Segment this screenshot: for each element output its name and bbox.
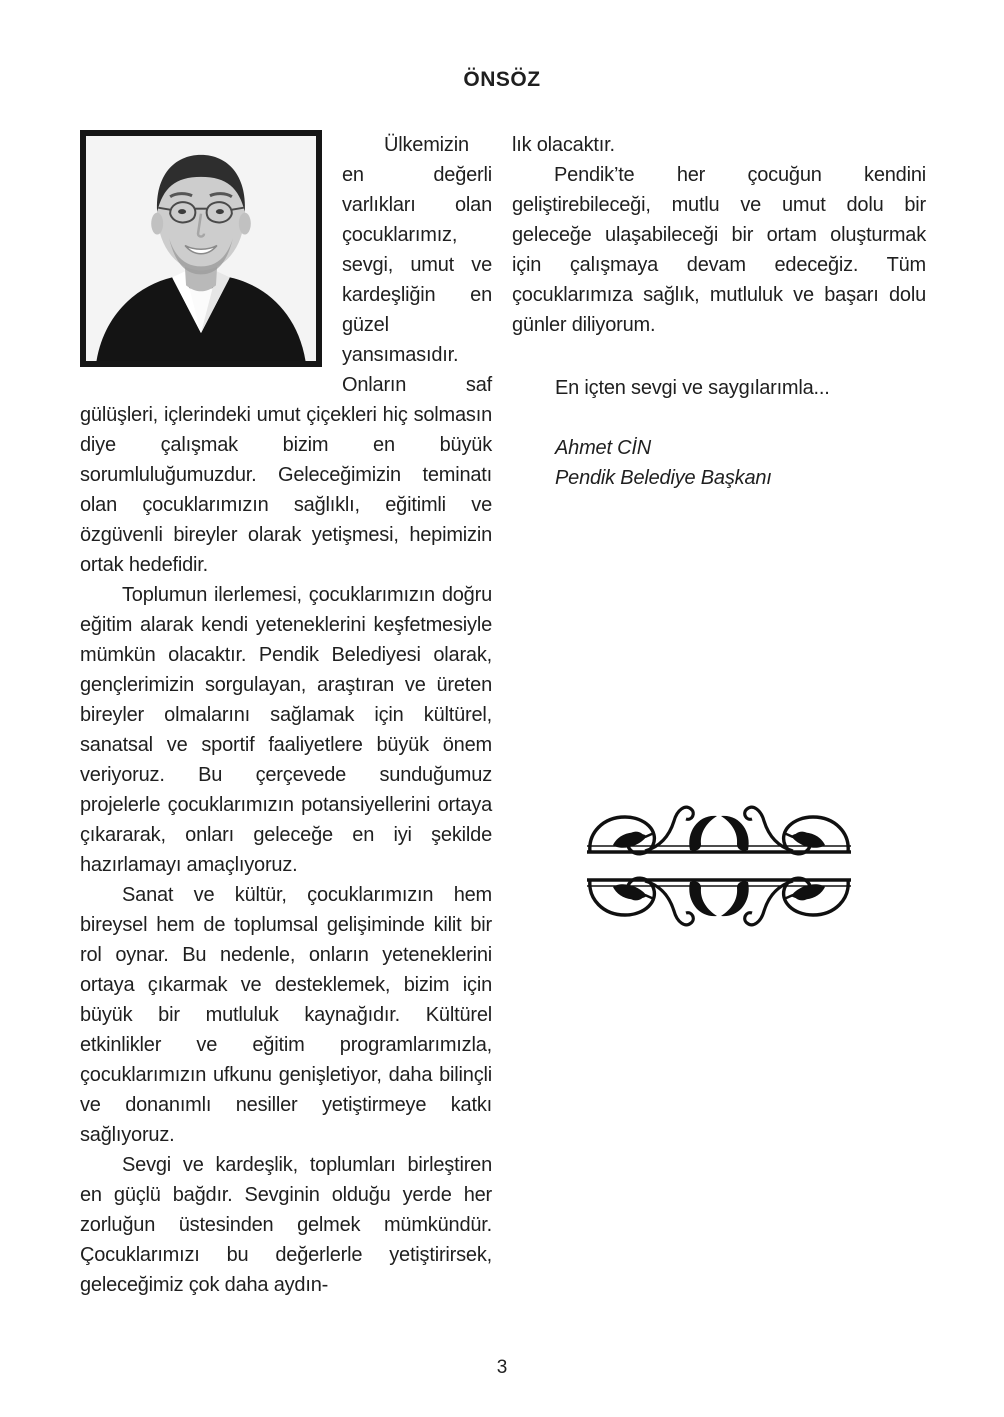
signature-block — [512, 433, 926, 493]
body-paragraph-2: Toplumun ilerlemesi, çocuklarımızın doğru eğitim alarak kendi yeteneklerini keşfetmesiyle mümkün olacaktır. Pendik Belediyesi olarak, gençlerimizin sorgulayan, araştıran ve üreten bireyler olmalarını sağlamak için kültürel, sanatsal ve sportif faaliyetlere büyük önem veriyoruz. Bu çerçevede sunduğumuz projelerle çocuklarımızın potansiyellerini ortaya çıkararak, onları geleceğe en iyi şekilde hazırlamayı amaçlıyoruz. — [80, 584, 492, 876]
body-paragraph-3: Sanat ve kültür, çocuklarımızın hem bireysel hem de toplumsal gelişiminde kilit bir rol oynar. Bu nedenle, onların yeteneklerini ortaya çıkarmak ve desteklemek, bizim için büyük bir mutluluk kaynağıdır. Kültürel etkinlikler ve eğitim programlarımızla, çocuklarımızın ufkunu genişletiyor, daha bilinçli ve donanımlı nesiller yetiştirmeye katkı sağlıyoruz. — [80, 884, 492, 1146]
right-column — [512, 130, 926, 493]
paragraph-continuation: lık olacaktır. — [512, 134, 615, 156]
flourish-ornament-icon — [587, 803, 851, 931]
body-paragraph-4: Sevgi ve kardeşlik, toplumları birleştiren en güçlü bağdır. Sevginin olduğu yerde her zorluğun üstesinden gelmek mümkündür. Çocuklarımızı bu değerlerle yetiştirirsek, geleceğimiz çok daha aydın- — [80, 1154, 492, 1296]
portrait-photo — [80, 130, 322, 367]
left-column — [80, 130, 492, 1300]
page-title: ÖNSÖZ — [463, 68, 541, 91]
page-number: 3 — [496, 1357, 508, 1378]
signature-title: Pendik Belediye Başkanı — [555, 467, 772, 489]
flourish-ornament — [587, 803, 851, 931]
signature-name: Ahmet CİN — [555, 437, 652, 459]
body-paragraph-1: Ülkemizin en değerli varlıkları olan çocuklarımız, sevgi, umut ve kardeşliğin en güzel yansımasıdır. Onların saf gülüşleri, içlerindeki umut çiçekleri hiç solmasın diye çalışmak bizim en büyük sorumluluğumuzdur. Geleceğimizin teminatı olan çocuklarımızın sağlıklı, eğitimli ve özgüvenli bireyler olarak yetişmesi, hepimizin ortak hedefidir. — [80, 134, 492, 576]
portrait-photo-illustration — [86, 136, 316, 361]
body-paragraph-5: Pendik’te her çocuğun kendini geliştirebileceği, mutlu ve umut dolu bir geleceğe ulaşabileceği bir ortam oluşturmak için çalışmaya devam edeceğiz. Tüm çocuklarımıza sağlık, mutluluk ve başarı dolu günler diliyorum. — [512, 164, 926, 336]
closing-line: En içten sevgi ve saygılarımla... — [555, 377, 830, 399]
